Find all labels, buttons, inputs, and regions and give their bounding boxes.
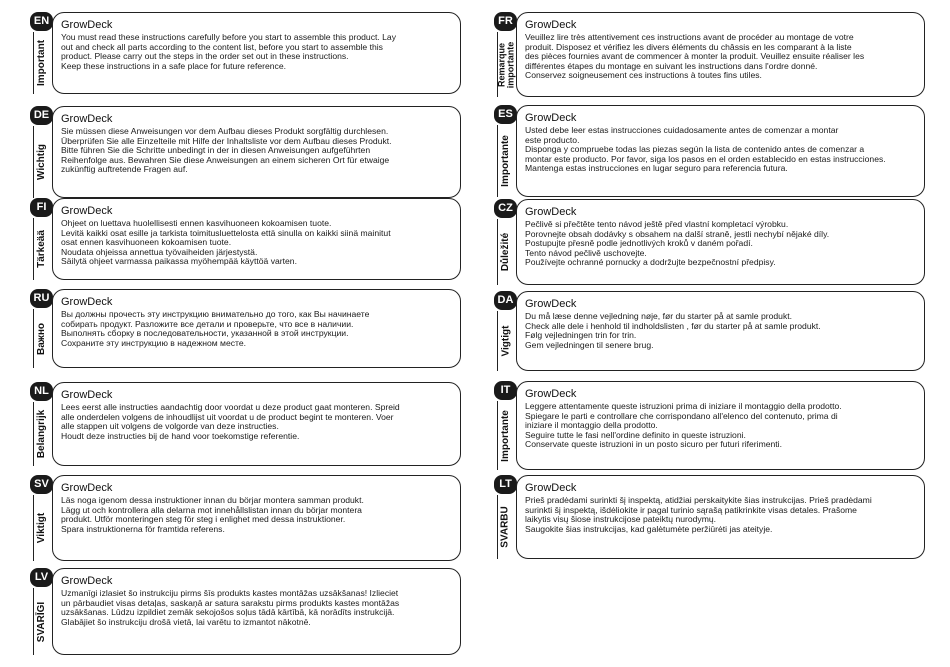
language-badge: DA — [494, 291, 517, 310]
instruction-card — [52, 106, 461, 198]
product-name: GrowDeck — [525, 298, 577, 310]
instruction-block-en — [33, 12, 461, 94]
important-label: Tärkeää — [36, 230, 47, 268]
language-badge: FI — [30, 198, 53, 217]
label-sidebar — [33, 218, 52, 280]
language-badge: RU — [30, 289, 53, 308]
label-sidebar — [497, 495, 516, 559]
label-sidebar — [33, 402, 52, 466]
important-label: Importante — [500, 135, 512, 187]
important-label: SVARBU — [500, 506, 512, 548]
instruction-block-fi — [33, 198, 461, 280]
instruction-card — [516, 105, 925, 197]
instruction-text: Leggere attentamente queste istruzioni prima di iniziare il montaggio della prodotto. Spiegare le parti e controllare che corrispondano all'elenco del contenuto, prima di iniziare il montaggio della prodotto. Seguire tutte le fasi nell'ordine definito in queste istruzioni. Conservate queste istruzioni in un posto sicuro per futuri riferimenti. — [525, 401, 842, 449]
instruction-card — [516, 12, 925, 97]
instruction-block-lt — [497, 475, 925, 559]
instruction-block-de — [33, 106, 461, 198]
product-name: GrowDeck — [61, 389, 113, 401]
instruction-card — [52, 198, 461, 280]
important-label: SVARĪGI — [36, 601, 48, 642]
language-badge: EN — [30, 12, 53, 31]
instruction-block-nl — [33, 382, 461, 466]
product-name: GrowDeck — [525, 482, 577, 494]
instruction-text: You must read these instructions carefully before you start to assemble this product. Lay out and check all parts according to the content list, before you start to assemble this product. Please carry out the steps in the order set out in these instructions. Keep these instructions in a safe place for future reference. — [61, 32, 397, 71]
important-label: Důležité — [500, 232, 511, 272]
instruction-text: Prieš pradėdami surinkti šį inspektą, atidžiai perskaitykite šias instrukcijas. Prieš pradėdami surinkti šį inspektą, išdėliokite ir pagal turinio sąrašą patikrinkite visas detales. Prašome laikytis visų šiose instrukcijose pateiktų nurodymų. Saugokite šias instrukcijas, kad galėtumėte peržiūrėti jas ateityje. — [525, 495, 872, 534]
instruction-block-cz — [497, 199, 925, 285]
instruction-card — [52, 12, 461, 94]
instruction-block-sv — [33, 475, 461, 561]
instruction-block-lv — [33, 568, 461, 655]
label-sidebar — [497, 401, 516, 470]
label-sidebar — [33, 309, 52, 368]
instruction-text: Läs noga igenom dessa instruktioner innan du börjar montera samman produkt. Lägg ut och kontrollera alla delarna mot innehållslistan innan du börjar montera produkt. Utför monteringen steg för steg i enlighet med dessa instruktioner. Spara instruktionerna för framtida referens. — [61, 495, 364, 534]
instruction-text: Uzmanīgi izlasiet šo instrukciju pirms šīs produkts kastes montāžas uzsākšanas! Izlieciet un pārbaudiet visas detaļas, saskaņā ar satura sarakstu pirms produkts kastes montāžas uzsākšanas. Lūdzu izpildiet zemāk sekojošos soļus tādā kārtībā, kā norādīts instrukcijā. Glabājiet šo instrukciju drošā vietā, lai varētu to izmantot nākotnē. — [61, 588, 400, 627]
instruction-block-it — [497, 381, 925, 470]
product-name: GrowDeck — [61, 482, 113, 494]
important-label: Importante — [500, 409, 512, 462]
important-label: Vigtigt — [500, 325, 511, 357]
instruction-card — [52, 382, 461, 466]
instruction-text: Ohjeet on luettava huolellisesti ennen kasvihuoneen kokoamisen tuote. Levitä kaikki osat esille ja tarkista toimitusluettelosta että sinulla on kaikki siinä mainitut osat ennen kasvihuoneen kokoamisen tuote. Noudata ohjeissa annettua työvaiheiden järjestystä. Säilytä ohjeet varmassa paikassa myöhempää käyttöä varten. — [61, 218, 391, 266]
label-sidebar — [33, 32, 52, 94]
important-label: Viktigt — [36, 512, 48, 544]
language-badge: LT — [494, 475, 517, 494]
instruction-text: Usted debe leer estas instrucciones cuidadosamente antes de comenzar a montar este producto. Disponga y compruebe todas las piezas según la lista de contenido antes de comenzar a montar este producto. Por favor, siga los pasos en el orden establecido en estas instrucciones. Mantenga estas instrucciones en lugar seguro para referencia futura. — [525, 125, 886, 173]
language-badge: FR — [494, 12, 517, 31]
product-name: GrowDeck — [525, 19, 577, 31]
product-name: GrowDeck — [61, 575, 113, 587]
language-badge: LV — [30, 568, 53, 587]
instruction-card — [52, 289, 461, 368]
instruction-card — [516, 291, 925, 371]
instruction-block-fr — [497, 12, 925, 97]
instruction-text: Вы должны прочесть эту инструкцию внимательно до того, как Вы начинаете собирать продукт. Разложите все детали и проверьте, что все в наличии. Выполнять сборку в последовательности, указанной в этой инструкции. Сохраните эту инструкцию в надежном месте. — [61, 309, 370, 348]
label-sidebar — [33, 588, 52, 655]
label-sidebar — [33, 495, 52, 561]
product-name: GrowDeck — [61, 205, 113, 217]
label-sidebar — [497, 32, 516, 97]
product-name: GrowDeck — [525, 112, 577, 124]
instruction-text: Veuillez lire très attentivement ces instructions avant de procéder au montage de votre produit. Disposez et vérifiez les divers éléments du châssis en les comparant à la liste des pièces fournies avant de commencer à monter la produit. Veuillez ensuite réaliser les différentes étapes du montage en suivant les instructions dans l'ordre donné. Conservez soigneusement ces instructions à toutes fins utiles. — [525, 32, 865, 80]
instruction-block-es — [497, 105, 925, 197]
language-badge: CZ — [494, 199, 517, 218]
language-badge: SV — [30, 475, 53, 494]
language-badge: NL — [30, 382, 53, 401]
label-sidebar — [497, 125, 516, 197]
instruction-block-ru — [33, 289, 461, 368]
product-name: GrowDeck — [525, 206, 577, 218]
instruction-card — [52, 475, 461, 561]
important-label: Wichtig — [36, 143, 48, 181]
product-name: GrowDeck — [61, 19, 113, 31]
instruction-text: Sie müssen diese Anweisungen vor dem Aufbau dieses Produkt sorgfältig durchlesen. Überprüfen Sie alle Einzelteile mit Hilfe der Inhaltsliste vor dem Aufbau dieses Produkt. Bitte führen Sie die Schritte unbedingt in der in diesen Anweisungen aufgeführten Reihenfolge aus. Bewahren Sie diese Anweisungen an einem sicheren Ort für etwaige zukünftig auftretende Fragen auf. — [61, 126, 392, 174]
instruction-text: Du må læse denne vejledning nøje, før du starter på at samle produkt. Check alle dele i henhold til indholdslisten , før du starter på at samle produkt. Følg vejledningen trin for trin. Gem vejledningen til senere brug. — [525, 311, 821, 350]
important-label: Belangrijk — [36, 409, 48, 459]
instruction-block-da — [497, 291, 925, 371]
product-name: GrowDeck — [61, 113, 113, 125]
important-label: Important — [36, 39, 48, 87]
important-label: Remarque importante — [496, 41, 515, 88]
language-badge: DE — [30, 106, 53, 125]
label-sidebar — [33, 126, 52, 198]
language-badge: ES — [494, 105, 517, 124]
instruction-card — [516, 199, 925, 285]
product-name: GrowDeck — [61, 296, 113, 308]
instruction-card — [516, 475, 925, 559]
language-badge: IT — [494, 381, 517, 400]
label-sidebar — [497, 219, 516, 285]
label-sidebar — [497, 311, 516, 371]
instruction-card — [516, 381, 925, 470]
instruction-card — [52, 568, 461, 655]
instruction-text: Pečlivě si přečtěte tento návod ještě před vlastní kompletací výrobku. Porovnejte obsah dodávky s obsahem na další straně, jestli nechybí nějaké díly. Postupujte přesně podle jednotlivých kroků v daném pořadí. Tento návod pečlivě uschovejte. Používejte ochranné pornucky a dodržujte bezpečnostní předpisy. — [525, 219, 830, 267]
important-label: Важно — [36, 322, 47, 355]
instruction-text: Lees eerst alle instructies aandachtig door voordat u deze product gaat monteren. Spreid alle onderdelen volgens de inhoudlijst uit voordat u de product begint te monteren. Voer alle stappen uit volgens de volgorde van deze instructies. Houdt deze instructies bij de hand voor toekomstige referentie. — [61, 402, 400, 441]
product-name: GrowDeck — [525, 388, 577, 400]
